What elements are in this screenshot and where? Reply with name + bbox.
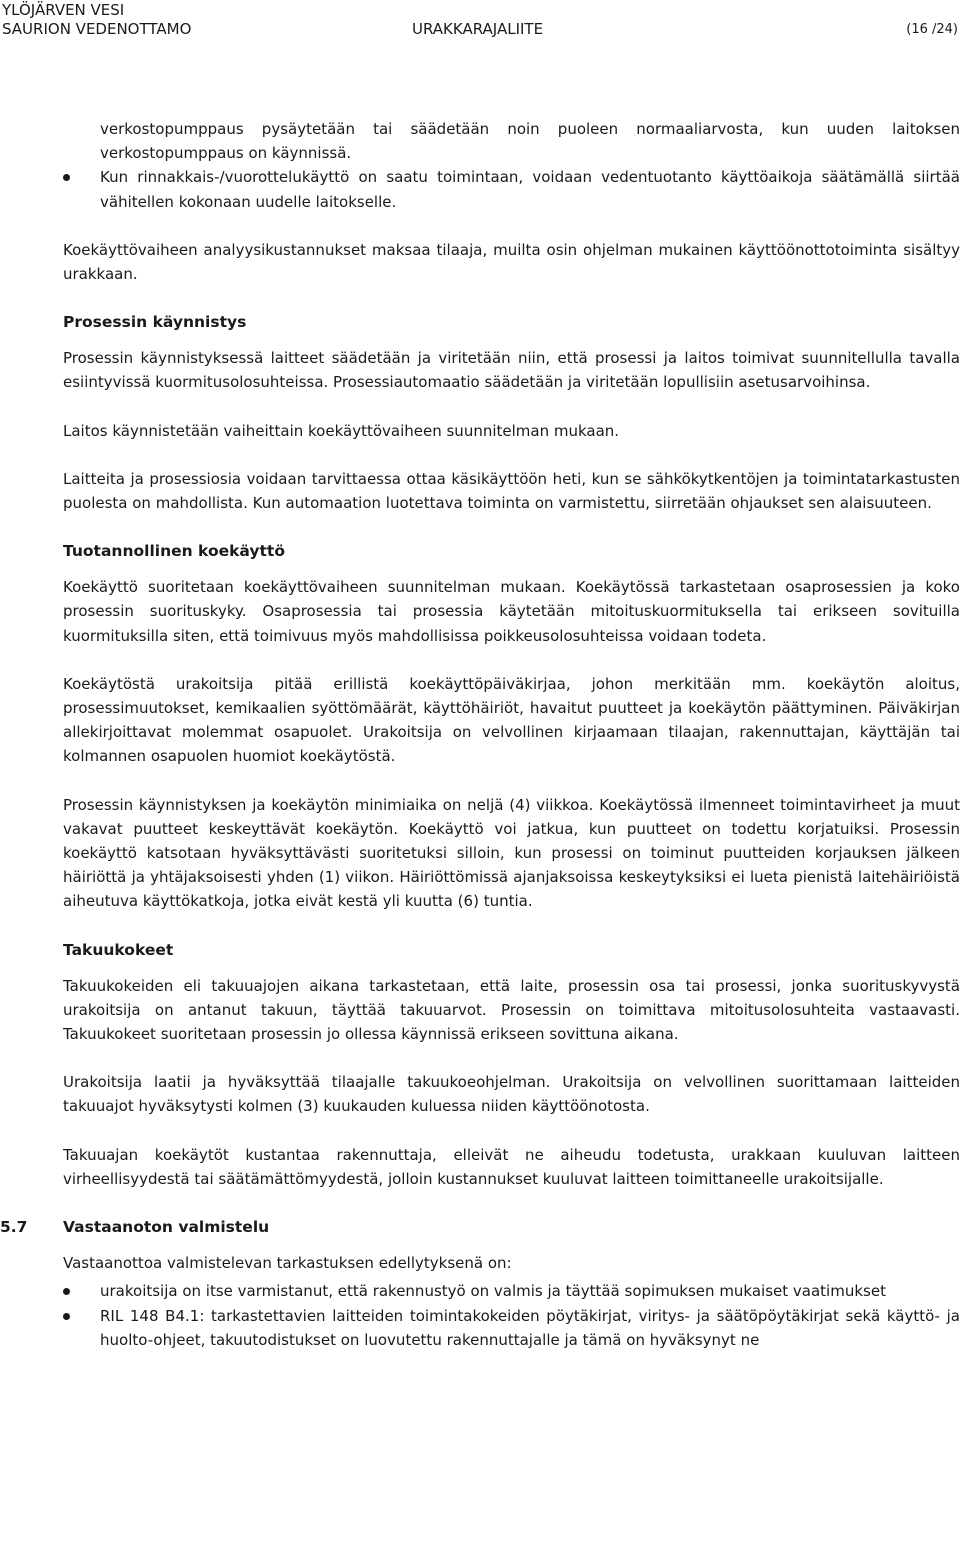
header-department: SAURION VEDENOTTAMO (2, 20, 192, 38)
section-heading-takuukokeet: Takuukokeet (63, 940, 174, 959)
list-item-text: RIL 148 B4.1: tarkastettavien laitteiden toimintakokeiden pöytäkirjat, viritys- ja säätöpöytäkirjat sekä käyttö- ja huolto-ohjeet, takuutodistukset on luovutettu rakennuttajalle ja tämä on hyväksynyt ne (100, 1306, 960, 1349)
paragraph: Prosessin käynnistyksen ja koekäytön minimiaika on neljä (4) viikkoa. Koekäytössä ilmenneet toimintavirheet ja muut vakavat puutteet keskeyttävät koekäytön. Koekäyttö voi jatkua, kun puutteet on todettu korjatuiksi. Prosessin koekäyttö katsotaan hyväksyttävästi suoritetuksi silloin, kun prosessi on toiminut puutteiden korjauksen jälkeen häiriöttä ja yhtäjaksoisesti yhden (1) viikon. Häiriöttömissä ajanjaksoissa keskeytyksiksi ei lueta pienistä laitehäiriöistä aiheutuva käyttökatkoja, jotka eivät kestä yli kuutta (6) tuntia. (63, 795, 960, 911)
list-item-text: Kun rinnakkais-/vuorottelukäyttö on saatu toimintaan, voidaan vedentuotanto käyttöaikoja säätämällä siirtää vähitellen kokonaan uudelle laitokselle. (100, 168, 960, 211)
header-document-title: URAKKARAJALIITE (412, 20, 544, 38)
bullet-list-top (63, 165, 960, 213)
bullet-list-requirements (63, 1279, 960, 1352)
page-header (2, 0, 958, 44)
list-item-text: urakoitsija on itse varmistanut, että rakennustyö on valmis ja täyttää sopimuksen mukaiset vaatimukset (100, 1282, 886, 1301)
paragraph: Laitos käynnistetään vaiheittain koekäyttövaiheen suunnitelman mukaan. (63, 421, 620, 440)
paragraph: Urakoitsija laatii ja hyväksyttää tilaajalle takuukoeohjelman. Urakoitsija on velvollinen suorittamaan laitteiden takuuajot hyväksytysti kolmen (3) kuukauden kuluessa niiden käyttöönotosta. (63, 1073, 960, 1116)
paragraph: Laitteita ja prosessiosia voidaan tarvittaessa ottaa käsikäyttöön heti, kun se sähkökytkentöjen ja toimintatarkastusten puolesta on mahdollista. Kun automaation luotettava toiminta on varmistettu, siirretään ohjaukset sen alaisuuteen. (63, 469, 960, 513)
continued-bullet-text: verkostopumppaus pysäytetään tai säädetään noin puoleen normaaliarvosta, kun uuden laitoksen verkostopumppaus on käynnissä. (100, 120, 960, 163)
list-item (63, 165, 960, 213)
paragraph: Vastaanottoa valmistelevan tarkastuksen edellytyksenä on: (63, 1254, 512, 1273)
paragraph: Koekäytöstä urakoitsija pitää erillistä koekäyttöpäiväkirjaa, johon merkitään mm. koekäytön aloitus, prosessimuutokset, kemikaalien syöttömäärät, käyttöhäiriöt, havaitut puutteet ja koekäytön päättyminen. Päiväkirjan allekirjoittavat molemmat osapuolet. Urakoitsija on velvollinen kirjaamaan tilaajan, rakennuttajan, käyttäjän tai kolmannen osapuolen huomiot koekäytöstä. (63, 674, 960, 766)
paragraph: Takuuajan koekäytöt kustantaa rakennuttaja, elleivät ne aiheudu todetusta, urakkaan kuuluvan laitteen virheellisyydestä tai säätämättömyydestä, jolloin kustannukset kuuluvat laitteen toimittaneelle urakoitsijalle. (63, 1145, 960, 1188)
header-organization: YLÖJÄRVEN VESI (2, 1, 125, 19)
section-heading-tuotannollinen: Tuotannollinen koekäyttö (63, 542, 285, 561)
list-item (63, 1279, 960, 1303)
section-number: 5.7 (0, 1218, 28, 1237)
paragraph: Prosessin käynnistyksessä laitteet säädetään ja viritetään niin, että prosessi ja laitos toimivat suunnitellulla tavalla esiintyvissä kuormitusolosuhteissa. Prosessiautomaatio säädetään ja viritetään lopullisiin asetusarvoihinsa. (63, 349, 960, 392)
list-item (63, 1304, 960, 1352)
bullet-icon (63, 1288, 70, 1295)
header-page-number: (16 /24) (906, 22, 958, 37)
bullet-icon (63, 1313, 70, 1320)
paragraph: Takuukokeiden eli takuuajojen aikana tarkastetaan, että laite, prosessin osa tai prosessi, jonka suorituskyvystä urakoitsija on antanut takuun, täyttää takuuarvot. Prosessin on toimittava mitoitusolosuhteita vastaavasti. Takuukokeet suoritetaan prosessin jo ollessa käynnissä erikseen sovittuna aikana. (63, 976, 960, 1044)
bullet-icon (63, 174, 70, 181)
document-body (0, 117, 960, 1376)
paragraph: Koekäyttö suoritetaan koekäyttövaiheen suunnitelman mukaan. Koekäytössä tarkastetaan osaprosessien ja koko prosessin suorituskyky. Osaprosessia tai prosessia käytetään mitoituskuormituksella tai erikseen sovituilla kuormituksilla siten, että toimivuus myös mahdollisissa poikkeusolosuhteissa voidaan todeta. (63, 578, 960, 645)
section-heading-5-7 (0, 1215, 960, 1239)
section-heading-prosessin: Prosessin käynnistys (63, 313, 247, 332)
section-title: Vastaanoton valmistelu (63, 1218, 270, 1237)
paragraph: Koekäyttövaiheen analyysikustannukset maksaa tilaaja, muilta osin ohjelman mukainen käyttöönottotoiminta sisältyy urakkaan. (63, 240, 960, 284)
